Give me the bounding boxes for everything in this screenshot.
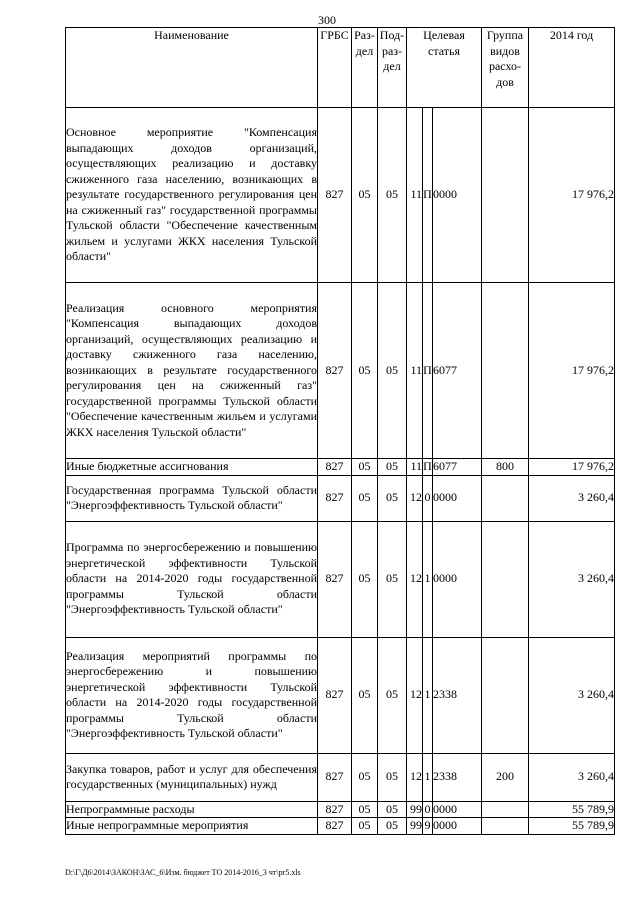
row-target-program: 12	[407, 475, 423, 521]
header-razdel: Раз- дел	[352, 28, 378, 108]
row-target-direction: 0000	[433, 108, 482, 283]
row-razdel: 05	[352, 521, 378, 637]
row-grbs: 827	[318, 459, 352, 476]
row-expense-group	[482, 475, 529, 521]
table-row	[66, 108, 615, 283]
row-podrazdel: 05	[378, 818, 407, 835]
row-podrazdel: 05	[378, 459, 407, 476]
row-razdel: 05	[352, 801, 378, 818]
row-target-program: 12	[407, 753, 423, 801]
row-grbs: 827	[318, 521, 352, 637]
row-name: Реализация основного мероприятия "Компенсация выпадающих доходов организаций, осуществляющих реализацию и доставку сжиженного газа населению, возникающих в результате государственного регулирования цен на сжиженный газ" государственной программы Тульской области "Обеспечение качественным жильем и услугами ЖКХ населения Тульской области"	[66, 283, 318, 459]
row-target-direction: 0000	[433, 801, 482, 818]
row-name: Иные бюджетные ассигнования	[66, 459, 318, 476]
header-grbs: ГРБС	[318, 28, 352, 108]
file-path: D:\Г\Д6\2014\ЗАКОН\ЗАС_6\Изм. бюджет ТО 2014-2016_3 чт\pr5.xls	[65, 868, 301, 877]
row-razdel: 05	[352, 753, 378, 801]
row-target-direction: 2338	[433, 753, 482, 801]
row-target-program: 12	[407, 637, 423, 753]
page-number: 300	[318, 13, 336, 27]
table-row	[66, 283, 615, 459]
row-razdel: 05	[352, 283, 378, 459]
row-name: Реализация мероприятий программы по энергосбережению и повышению энергетической эффективности Тульской области на 2014-2020 годы государственной программы Тульской области "Энергоэффективность Тульской области"	[66, 637, 318, 753]
row-amount: 17 976,2	[529, 283, 615, 459]
row-target-direction: 0000	[433, 475, 482, 521]
row-grbs: 827	[318, 475, 352, 521]
row-podrazdel: 05	[378, 283, 407, 459]
row-target-direction: 0000	[433, 818, 482, 835]
row-grbs: 827	[318, 753, 352, 801]
row-amount: 17 976,2	[529, 459, 615, 476]
row-grbs: 827	[318, 283, 352, 459]
row-name: Непрограммные расходы	[66, 801, 318, 818]
header-target: Целевая статья	[407, 28, 482, 108]
row-expense-group	[482, 108, 529, 283]
row-amount: 55 789,9	[529, 818, 615, 835]
row-target-program: 12	[407, 521, 423, 637]
row-target-subprogram: 1	[423, 521, 433, 637]
budget-table	[65, 27, 615, 835]
row-podrazdel: 05	[378, 753, 407, 801]
row-target-subprogram: 1	[423, 637, 433, 753]
row-expense-group	[482, 521, 529, 637]
row-expense-group: 200	[482, 753, 529, 801]
table-header-row	[66, 28, 615, 108]
row-target-subprogram: 0	[424, 801, 431, 816]
row-podrazdel: 05	[378, 521, 407, 637]
row-target-subprogram: 1	[423, 753, 433, 801]
row-podrazdel: 05	[378, 801, 407, 818]
row-razdel: 05	[352, 475, 378, 521]
row-razdel: 05	[352, 108, 378, 283]
row-name: Иные непрограммные мероприятия	[66, 818, 318, 835]
row-target-program: 11	[407, 108, 423, 283]
row-amount: 55 789,9	[529, 801, 615, 818]
row-target-program: 11	[407, 459, 423, 476]
row-target-program: 99	[407, 801, 423, 818]
header-group: Группа видов расхо- дов	[482, 28, 529, 108]
row-target-direction: 0000	[433, 521, 482, 637]
header-year: 2014 год	[529, 28, 615, 108]
header-name: Наименование	[66, 28, 318, 108]
row-target-subprogram: П	[423, 459, 432, 473]
row-name: Государственная программа Тульской области "Энергоэффективность Тульской области"	[66, 475, 318, 521]
table-row	[66, 475, 615, 521]
row-name: Основное мероприятие "Компенсация выпадающих доходов организаций, осуществляющих реализацию и доставку сжиженного газа населению, возникающих в результате государственного регулирования цен на сжиженный газ" государственной программы Тульской области "Обеспечение качественным жильем и услугами ЖКХ населения Тульской области"	[66, 108, 318, 283]
row-amount: 3 260,4	[529, 521, 615, 637]
row-podrazdel: 05	[378, 108, 407, 283]
row-target-direction: 6077	[433, 459, 482, 476]
row-grbs: 827	[318, 637, 352, 753]
row-grbs: 827	[318, 801, 352, 818]
row-podrazdel: 05	[378, 637, 407, 753]
row-razdel: 05	[352, 818, 378, 835]
row-target-subprogram: 0	[423, 475, 433, 521]
row-expense-group	[482, 801, 529, 818]
header-podrazdel: Под- раз- дел	[378, 28, 407, 108]
row-expense-group: 800	[482, 459, 529, 476]
row-razdel: 05	[352, 637, 378, 753]
row-amount: 3 260,4	[529, 753, 615, 801]
row-razdel: 05	[352, 459, 378, 476]
table-row	[66, 818, 615, 835]
row-grbs: 827	[318, 108, 352, 283]
row-target-subprogram: П	[423, 108, 433, 283]
row-expense-group	[482, 637, 529, 753]
row-amount: 3 260,4	[529, 637, 615, 753]
row-podrazdel: 05	[378, 475, 407, 521]
row-target-program: 99	[407, 818, 423, 835]
row-name: Закупка товаров, работ и услуг для обеспечения государственных (муниципальных) нужд	[66, 753, 318, 801]
row-target-direction: 6077	[433, 283, 482, 459]
row-name: Программа по энергосбережению и повышению энергетической эффективности Тульской области на 2014-2020 годы государственной программы Тульской области "Энергоэффективность Тульской области"	[66, 521, 318, 637]
row-target-program: 11	[407, 283, 423, 459]
table-row	[66, 801, 615, 818]
row-target-direction: 2338	[433, 637, 482, 753]
row-target-subprogram: 9	[424, 818, 431, 832]
row-grbs: 827	[318, 818, 352, 835]
row-amount: 17 976,2	[529, 108, 615, 283]
row-amount: 3 260,4	[529, 475, 615, 521]
table-row	[66, 521, 615, 637]
table-row	[66, 753, 615, 801]
row-target-subprogram: П	[423, 283, 433, 459]
table-row	[66, 637, 615, 753]
row-expense-group	[482, 818, 529, 835]
row-expense-group	[482, 283, 529, 459]
table-row	[66, 459, 615, 476]
